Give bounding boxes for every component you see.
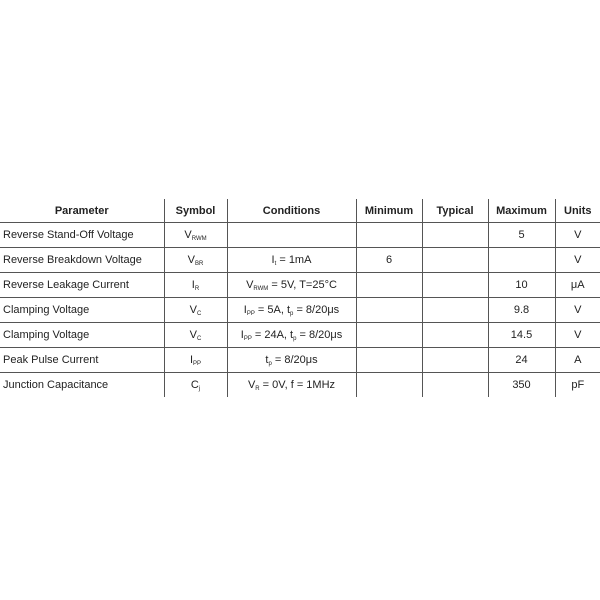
condition-text: = 24A, t <box>251 329 294 341</box>
condition-subscript: PP <box>246 311 255 317</box>
condition-text: = 5A, t <box>254 304 291 316</box>
minimum-cell <box>356 298 422 323</box>
symbol-subscript: j <box>198 386 201 392</box>
units-cell: V <box>555 223 600 248</box>
condition-text: V <box>247 379 256 391</box>
parameter-cell: Clamping Voltage <box>0 298 164 323</box>
conditions-cell <box>227 248 356 273</box>
condition-text: = 1mA <box>276 254 312 266</box>
conditions-cell <box>227 323 356 348</box>
typical-cell <box>422 223 488 248</box>
condition-subscript: R <box>255 386 260 392</box>
conditions-cell <box>227 373 356 398</box>
condition-text: I <box>243 304 247 316</box>
minimum-cell <box>356 273 422 298</box>
table-row <box>0 248 600 273</box>
minimum-cell <box>356 323 422 348</box>
condition-text: = 0V, f = 1MHz <box>259 379 336 391</box>
units-cell: A <box>555 348 600 373</box>
symbol-subscript: C <box>197 311 202 317</box>
condition-subscript: p <box>268 361 272 367</box>
minimum-cell <box>356 373 422 398</box>
symbol-subscript: RWM <box>191 236 207 242</box>
maximum-cell <box>488 248 555 273</box>
parameter-cell: Clamping Voltage <box>0 323 164 348</box>
typical-cell <box>422 273 488 298</box>
condition-subscript: PP <box>243 336 252 342</box>
typical-cell <box>422 298 488 323</box>
symbol-cell <box>164 273 227 298</box>
typical-cell <box>422 323 488 348</box>
symbol-base: V <box>189 304 197 316</box>
symbol-cell <box>164 223 227 248</box>
symbol-subscript: R <box>194 286 200 292</box>
header-minimum: Minimum <box>356 199 422 223</box>
parameter-cell: Junction Capacitance <box>3 379 109 391</box>
minimum-cell <box>356 348 422 373</box>
conditions-cell <box>227 223 356 248</box>
condition-subscript: t <box>274 261 277 267</box>
symbol-base: V <box>184 229 192 241</box>
units-cell: V <box>555 298 600 323</box>
parameter-cell: Reverse Stand-Off Voltage <box>0 223 164 248</box>
conditions-cell <box>227 273 356 298</box>
symbol-cell <box>164 373 227 398</box>
symbol-cell <box>164 298 227 323</box>
header-parameter: Parameter <box>0 199 164 223</box>
symbol-cell <box>164 323 227 348</box>
parameter-cell: Reverse Breakdown Voltage <box>0 248 164 273</box>
maximum-cell: 9.8 <box>488 298 555 323</box>
table-row <box>0 223 600 248</box>
maximum-cell: 24 <box>488 348 555 373</box>
symbol-subscript: C <box>197 336 202 342</box>
condition-subscript: RWM <box>253 286 269 292</box>
maximum-cell: 10 <box>488 273 555 298</box>
minimum-cell <box>356 223 422 248</box>
condition-text: = 8/20μs <box>271 354 318 366</box>
header-units: Units <box>555 199 600 223</box>
condition-text: t <box>265 354 269 366</box>
conditions-cell <box>227 348 356 373</box>
condition-text: = 8/20μs <box>293 304 340 316</box>
typical-cell <box>422 373 488 398</box>
parameter-cell: Peak Pulse Current <box>0 348 164 373</box>
typical-cell <box>422 248 488 273</box>
conditions-cell <box>227 298 356 323</box>
typical-cell <box>422 348 488 373</box>
parameter-cell: Reverse Leakage Current <box>0 273 164 298</box>
condition-subscript: p <box>293 336 297 342</box>
header-row <box>0 199 600 223</box>
table-row <box>0 348 600 373</box>
symbol-base: V <box>189 329 197 341</box>
table-row <box>0 298 600 323</box>
table-body <box>0 223 600 398</box>
maximum-cell: 14.5 <box>488 323 555 348</box>
maximum-cell: 5 <box>488 223 555 248</box>
minimum-cell: 6 <box>356 248 422 273</box>
table-row <box>0 373 600 398</box>
header-typical: Typical <box>422 199 488 223</box>
units-cell: pF <box>555 373 600 398</box>
table-row <box>0 273 600 298</box>
maximum-cell: 350 <box>488 373 555 398</box>
condition-text: I <box>271 254 275 266</box>
electrical-characteristics-table <box>0 199 600 397</box>
header-symbol: Symbol <box>164 199 227 223</box>
condition-text: = 5V, T=25°C <box>268 279 337 291</box>
condition-subscript: p <box>290 311 294 317</box>
symbol-base: I <box>191 279 195 291</box>
header-conditions: Conditions <box>227 199 356 223</box>
condition-text: = 8/20μs <box>296 329 343 341</box>
symbol-subscript: BR <box>195 261 204 267</box>
condition-text: V <box>246 279 254 291</box>
units-cell: V <box>555 248 600 273</box>
symbol-cell <box>164 348 227 373</box>
symbol-subscript: PP <box>193 361 202 367</box>
symbol-base: C <box>190 379 199 391</box>
units-cell: V <box>555 323 600 348</box>
header-maximum: Maximum <box>488 199 555 223</box>
symbol-cell <box>164 248 227 273</box>
table-row <box>0 323 600 348</box>
units-cell: μA <box>555 273 600 298</box>
symbol-base: I <box>189 354 194 366</box>
condition-text: I <box>240 329 244 341</box>
symbol-base: V <box>187 254 195 266</box>
